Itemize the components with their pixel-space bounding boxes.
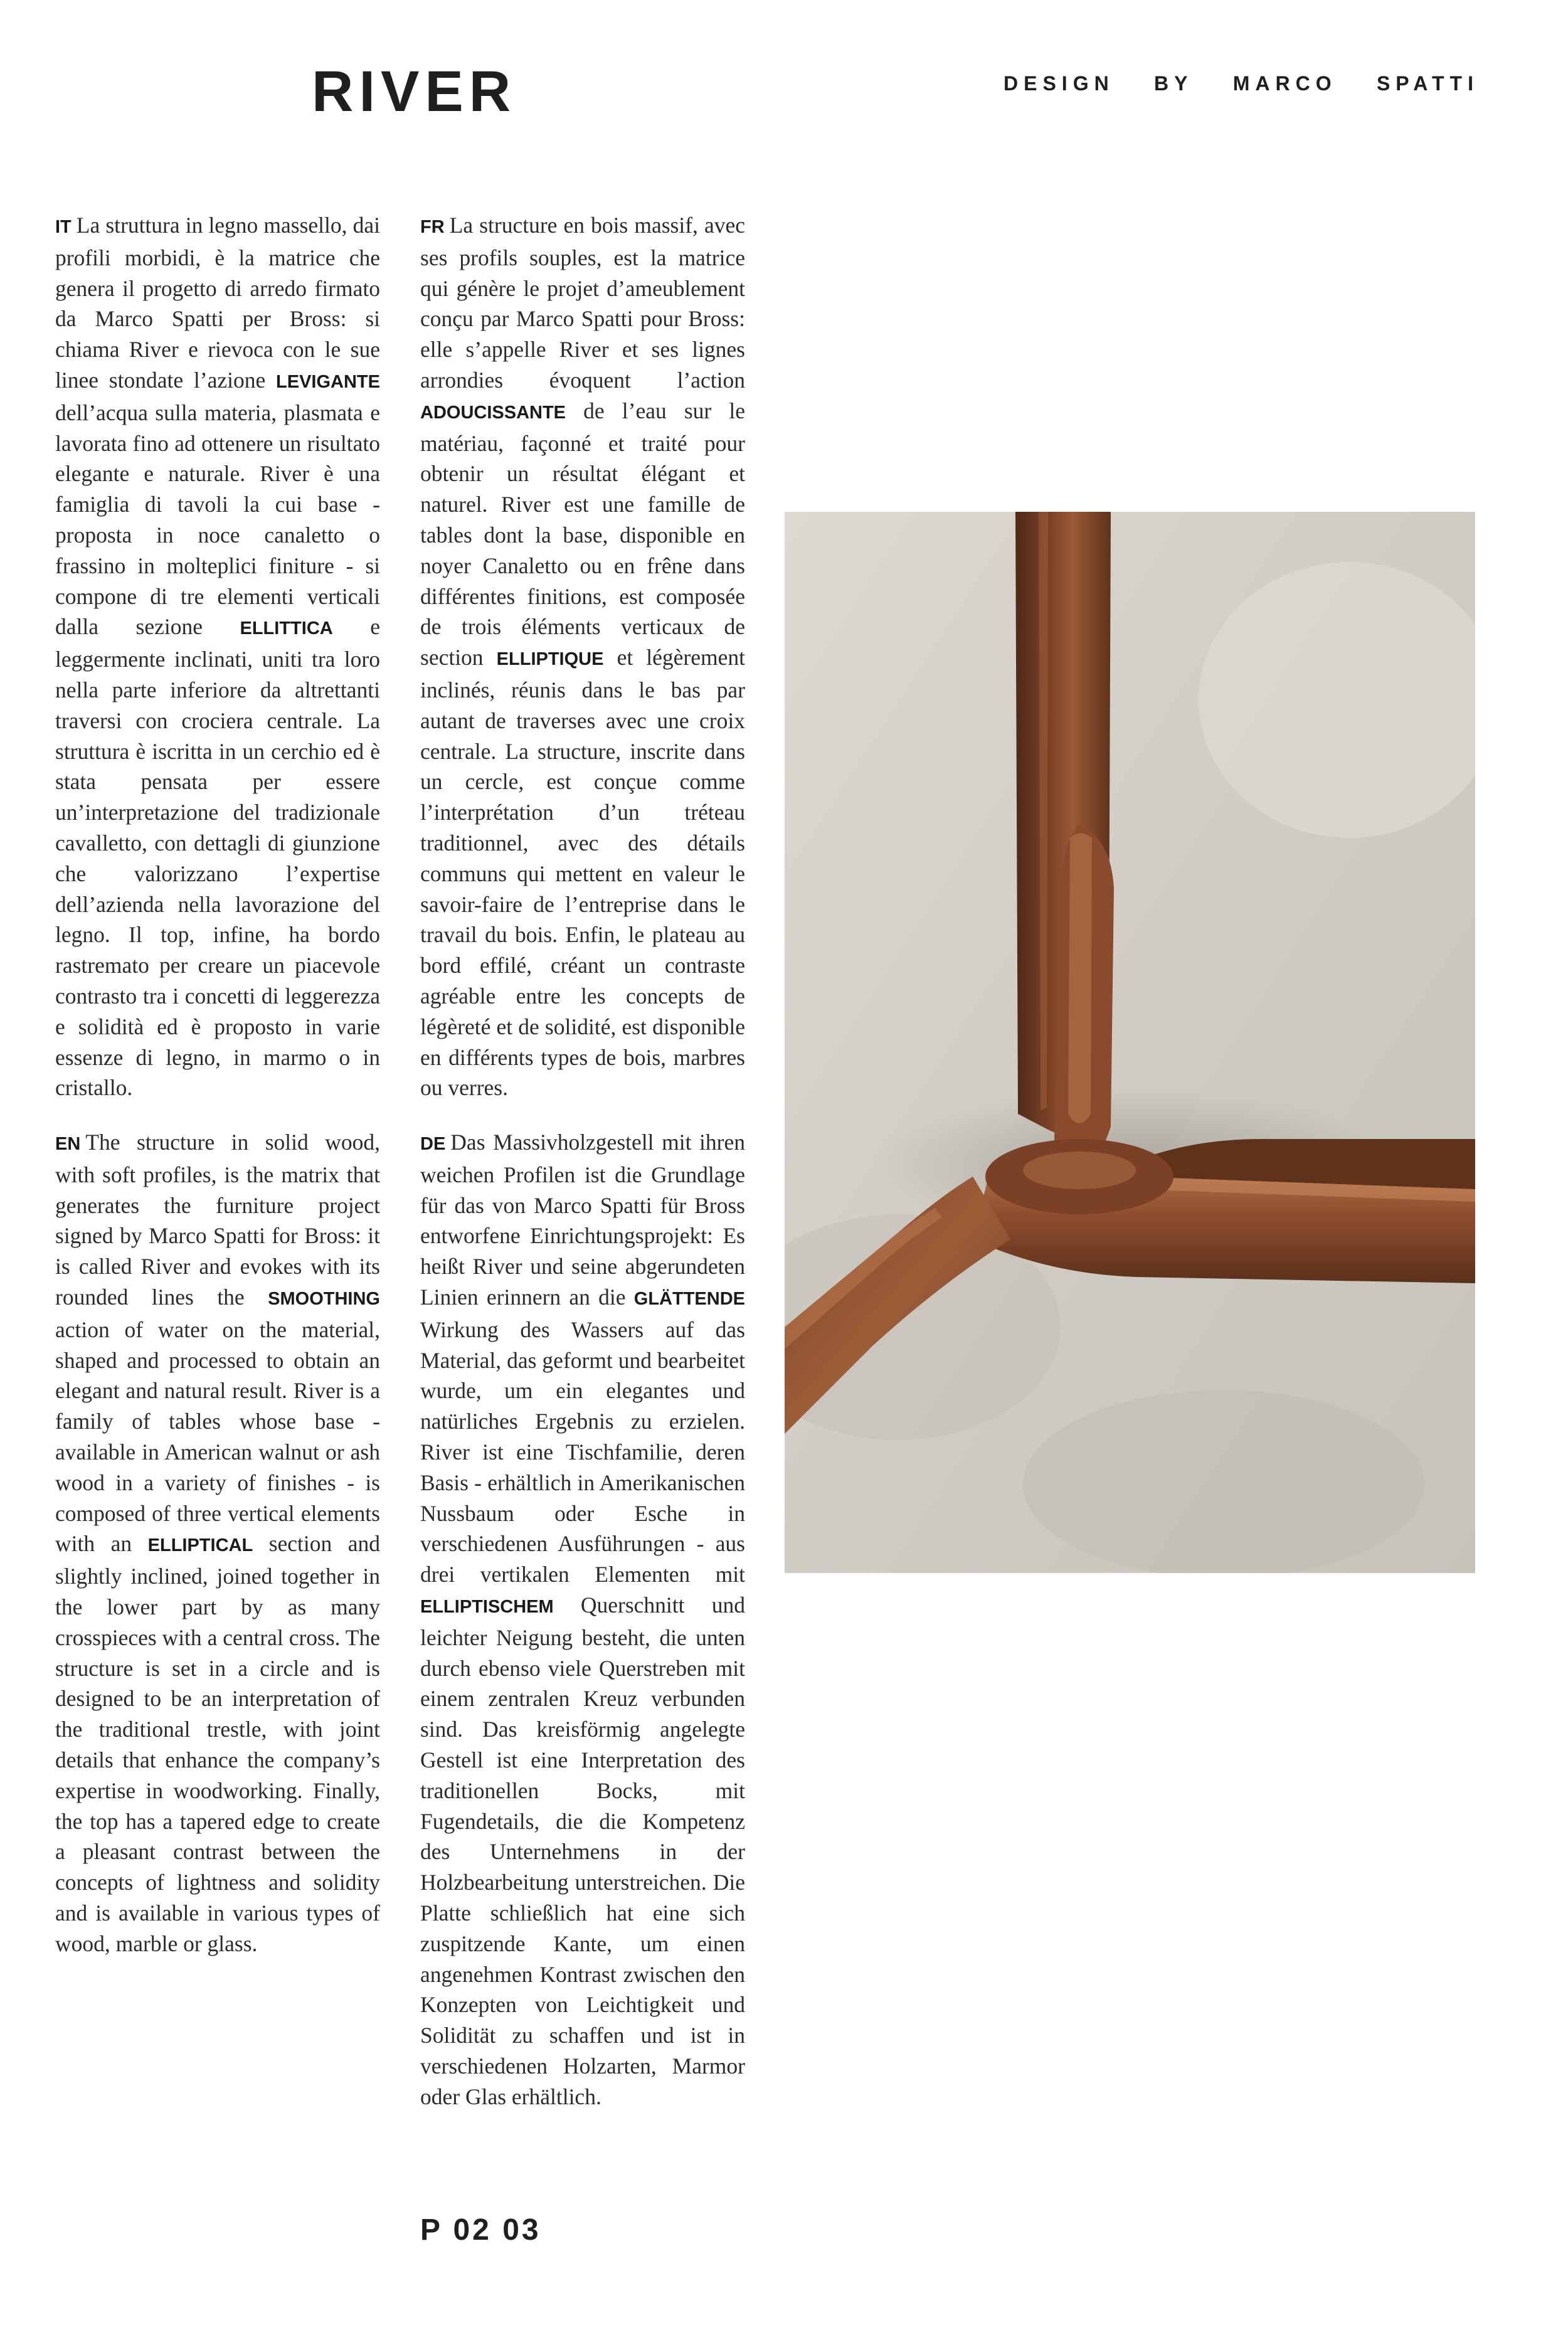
keyword: SMOOTHING <box>268 1288 380 1309</box>
byline-word: BY <box>1154 72 1194 95</box>
language-code: EN <box>55 1134 81 1154</box>
body-text: La struttura in legno massello, dai profili morbidi, è la matrice che genera il progetto di arredo firmato da Marco Spatti per Bross: si chiama River e rievoca con le sue linee stondate l’azione <box>55 213 380 393</box>
page-title: RIVER <box>312 60 517 124</box>
table-base-photo <box>785 512 1475 1573</box>
page-number: P 02 03 <box>420 2213 541 2247</box>
body-text: Das Massivholzgestell mit ihren weichen Profilen ist die Grundlage für das von Marco Spatti für Bross entworfene Einrichtungsprojekt: Es heißt River und seine abgerundeten Linien erinnern an die <box>420 1130 745 1310</box>
byline-word: MARCO <box>1232 72 1337 95</box>
keyword: LEVIGANTE <box>276 371 380 392</box>
body-text: dell’acqua sulla materia, plasmata e lavorata fino ad ottenere un risultato elegante e naturale. River è una famiglia di tavoli la cui base - proposta in noce canaletto o frassino in molteplici finiture - si compone di tre elementi verticali dalla sezione <box>55 400 380 640</box>
keyword: ELLIPTIQUE <box>496 649 604 670</box>
body-text: et légèrement inclinés, réunis dans le bas par autant de traverses avec une croix centrale. La structure, inscrite dans un cercle, est conçue comme l’interprétation d’un tréteau traditionnel, avec des détails communs qui mettent en valeur le savoir-faire de l’entreprise dans le travail du bois. Enfin, le plateau au bord effilé, créant un contraste agréable entre les concepts de légèreté et de solidité, est disponible en différents types de bois, marbres ou verres. <box>420 645 745 1101</box>
body-text: section and slightly inclined, joined together in the lower part by as many crosspieces with a central cross. The structure is set in a circle and is designed to be an interpretation of the traditional trestle, with joint details that enhance the company’s expertise in woodworking. Finally, the top has a tapered edge to create a pleasant contrast between the concepts of lightness and solidity and is available in various types of wood, marble or glass. <box>55 1531 381 1956</box>
body-text: Wirkung des Wassers auf das Material, das geformt und bearbeitet wurde, um ein elegantes und natürliches Ergebnis zu erzielen. River ist eine Tischfamilie, deren Basis - erhältlich in Amerikanischen Nussbaum oder Esche in verschiedenen Ausführungen - aus drei vertikalen Elementen mit <box>420 1316 745 1587</box>
keyword: GLÄTTENDE <box>633 1288 745 1309</box>
language-code: IT <box>55 217 72 237</box>
byline-word: DESIGN <box>1004 72 1115 95</box>
byline-word: SPATTI <box>1376 72 1479 95</box>
keyword: ELLIPTICAL <box>147 1535 253 1556</box>
body-text: La structure en bois massif, avec ses profils souples, est la matrice qui génère le projet d’ameublement conçu par Marco Spatti pour Bross: elle s’appelle River et ses lignes arrondies évoquent l’action <box>420 213 745 393</box>
body-text: The structure in solid wood, with soft profiles, is the matrix that generates the furniture project signed by Marco Spatti for Bross: it is called River and evokes with its rounded lines the <box>55 1130 380 1310</box>
body-text: e leggermente inclinati, uniti tra loro nella parte inferiore da altrettanti traversi con crociera centrale. La struttura è iscritta in un cerchio ed è stata pensata per essere un’interpretazione del tradizionale cavalletto, con dettagli di giunzione che valorizzano l’expertise dell’azienda nella lavorazione del legno. Il top, infine, ha bordo rastremato per creare un piacevole contrasto tra i concetti di leggerezza e solidità ed è proposto in varie essenze di legno, in marmo o in cristallo. <box>55 614 380 1101</box>
body-text: de l’eau sur le matériau, façonné et traité pour obtenir un résultat élégant et naturel. River est une famille de tables dont la base, disponible en noyer Canaletto ou en frêne dans différentes finitions, est composée de trois éléments verticaux de section <box>420 398 746 670</box>
language-code: DE <box>420 1134 446 1154</box>
keyword: ELLITTICA <box>240 618 333 639</box>
text-column-italian <box>55 210 380 1103</box>
language-code: FR <box>420 217 445 237</box>
keyword: ELLIPTISCHEM <box>420 1596 554 1617</box>
body-text: Querschnitt und leichter Neigung besteht, die unten durch ebenso viele Querstreben mit einem zentralen Kreuz verbunden sind. Das kreisförmig angelegte Gestell ist eine Interpretation des traditionellen Bocks, mit Fugendetails, die die Kompetenz des Unternehmens in der Holzbearbeitung unterstreichen. Die Platte schließlich hat eine sich zuspitzende Kante, um einen angenehmen Kontrast zwischen den Konzepten von Leichtigkeit und Solidität zu schaffen und ist in verschiedenen Holzarten, Marmor oder Glas erhältlich. <box>420 1592 745 2109</box>
text-column-english <box>55 1127 380 1959</box>
designer-byline <box>1004 73 1479 93</box>
text-column-french <box>420 210 745 1103</box>
body-text: action of water on the material, shaped and processed to obtain an elegant and natural result. River is a family of tables whose base - available in American walnut or ash wood in a variety of finishes - is composed of three vertical elements with an <box>55 1316 380 1557</box>
text-column-german <box>420 1127 745 2112</box>
keyword: ADOUCISSANTE <box>420 402 566 423</box>
